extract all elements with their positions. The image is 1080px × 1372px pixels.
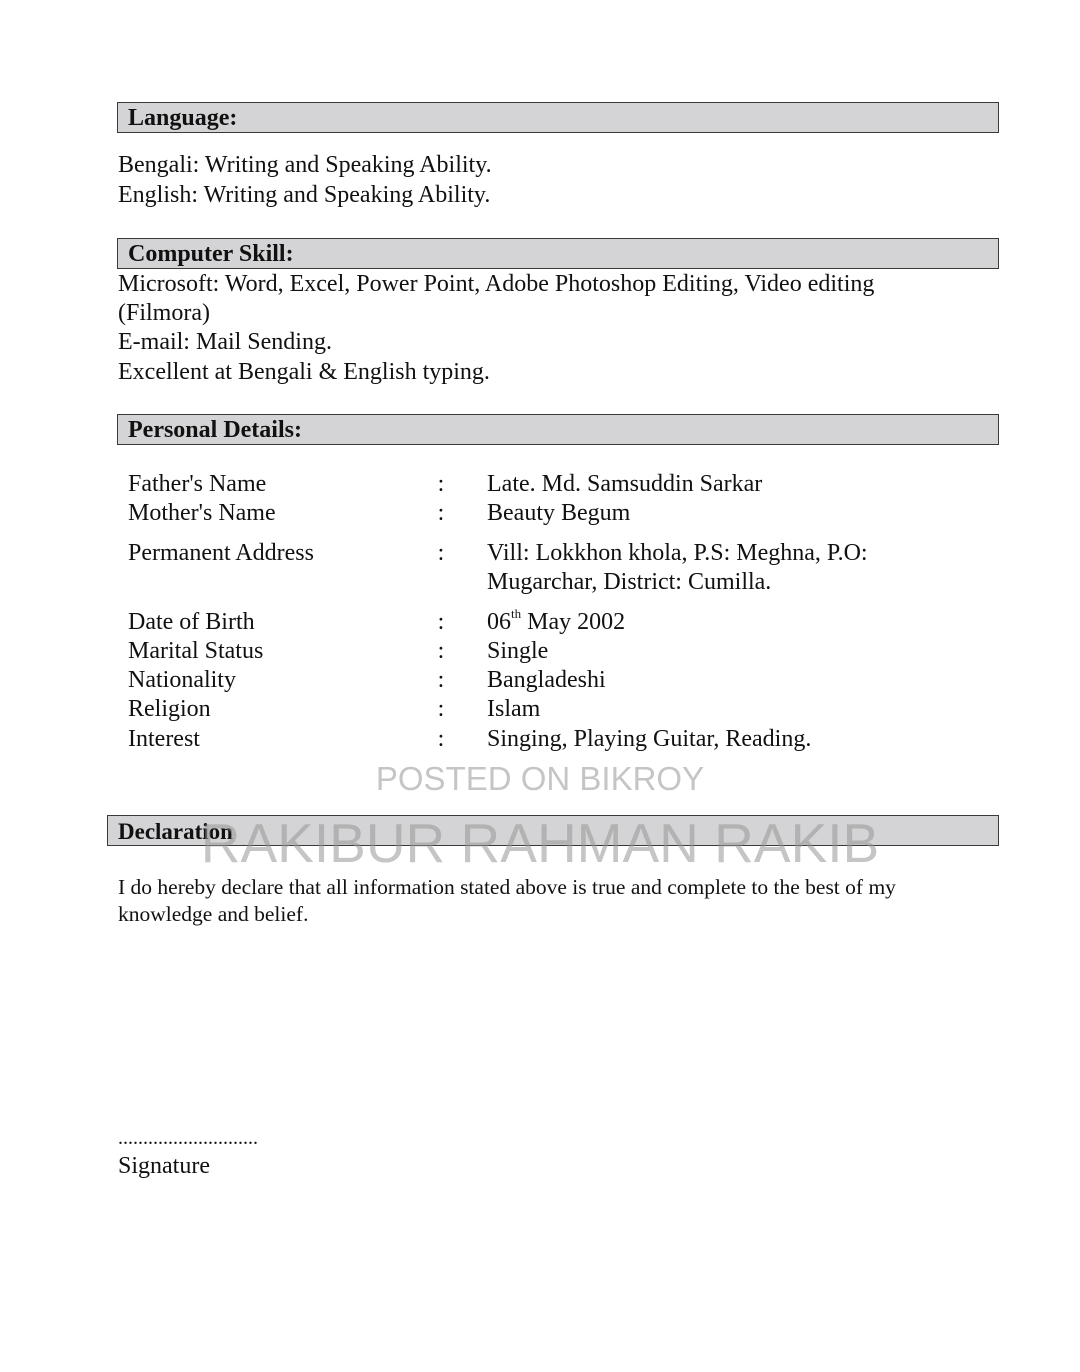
section-title: Personal Details:: [128, 417, 302, 443]
skill-line: Excellent at Bengali & English typing.: [118, 359, 490, 385]
detail-value: Late. Md. Samsuddin Sarkar: [487, 471, 763, 497]
detail-value: [487, 608, 625, 637]
section-header-personal-details: [117, 414, 999, 445]
detail-label: Religion: [128, 696, 211, 722]
detail-label: Mother's Name: [128, 500, 276, 526]
detail-value: Bangladeshi: [487, 667, 606, 693]
skill-line: (Filmora): [118, 300, 210, 326]
skill-line: E-mail: Mail Sending.: [118, 329, 332, 355]
detail-label: Interest: [128, 726, 200, 752]
language-line: Bengali: Writing and Speaking Ability.: [118, 152, 492, 178]
language-line: English: Writing and Speaking Ability.: [118, 182, 491, 208]
detail-value: Beauty Begum: [487, 500, 631, 526]
declaration-line: knowledge and belief.: [118, 902, 309, 926]
detail-label: Nationality: [128, 667, 236, 693]
section-title: Language:: [128, 105, 238, 131]
section-title: Declaration: [118, 819, 233, 844]
detail-label: Father's Name: [128, 471, 267, 497]
detail-value: Vill: Lokkhon khola, P.S: Meghna, P.O:: [487, 540, 868, 566]
detail-colon: :: [437, 696, 445, 722]
detail-value: Singing, Playing Guitar, Reading.: [487, 726, 812, 752]
dob-suffix: th: [511, 606, 522, 621]
section-header-computer-skill: [117, 238, 999, 269]
detail-colon: :: [437, 540, 445, 566]
detail-colon: :: [437, 726, 445, 752]
declaration-line: I do hereby declare that all information stated above is true and complete to the best of my: [118, 875, 896, 899]
signature-dots: ............................: [118, 1127, 258, 1149]
detail-colon: :: [437, 638, 445, 664]
detail-colon: :: [437, 667, 445, 693]
signature-label: Signature: [118, 1153, 210, 1179]
skill-line: Microsoft: Word, Excel, Power Point, Adobe Photoshop Editing, Video editing: [118, 271, 875, 297]
detail-colon: :: [437, 609, 445, 635]
detail-value: Mugarchar, District: Cumilla.: [487, 569, 772, 595]
detail-colon: :: [437, 471, 445, 497]
section-header-language: [117, 102, 999, 133]
dob-day: 06: [487, 609, 511, 635]
watermark-posted: POSTED ON BIKROY: [375, 760, 705, 797]
detail-label: Marital Status: [128, 638, 264, 664]
detail-value: Islam: [487, 696, 541, 722]
watermark-name: RAKIBUR RAHMAN RAKIB: [200, 812, 880, 874]
detail-value: Single: [487, 638, 549, 664]
section-title: Computer Skill:: [128, 241, 294, 267]
detail-label: Date of Birth: [128, 609, 255, 635]
detail-colon: :: [437, 500, 445, 526]
dob-rest: May 2002: [521, 609, 626, 635]
detail-label: Permanent Address: [128, 540, 314, 566]
